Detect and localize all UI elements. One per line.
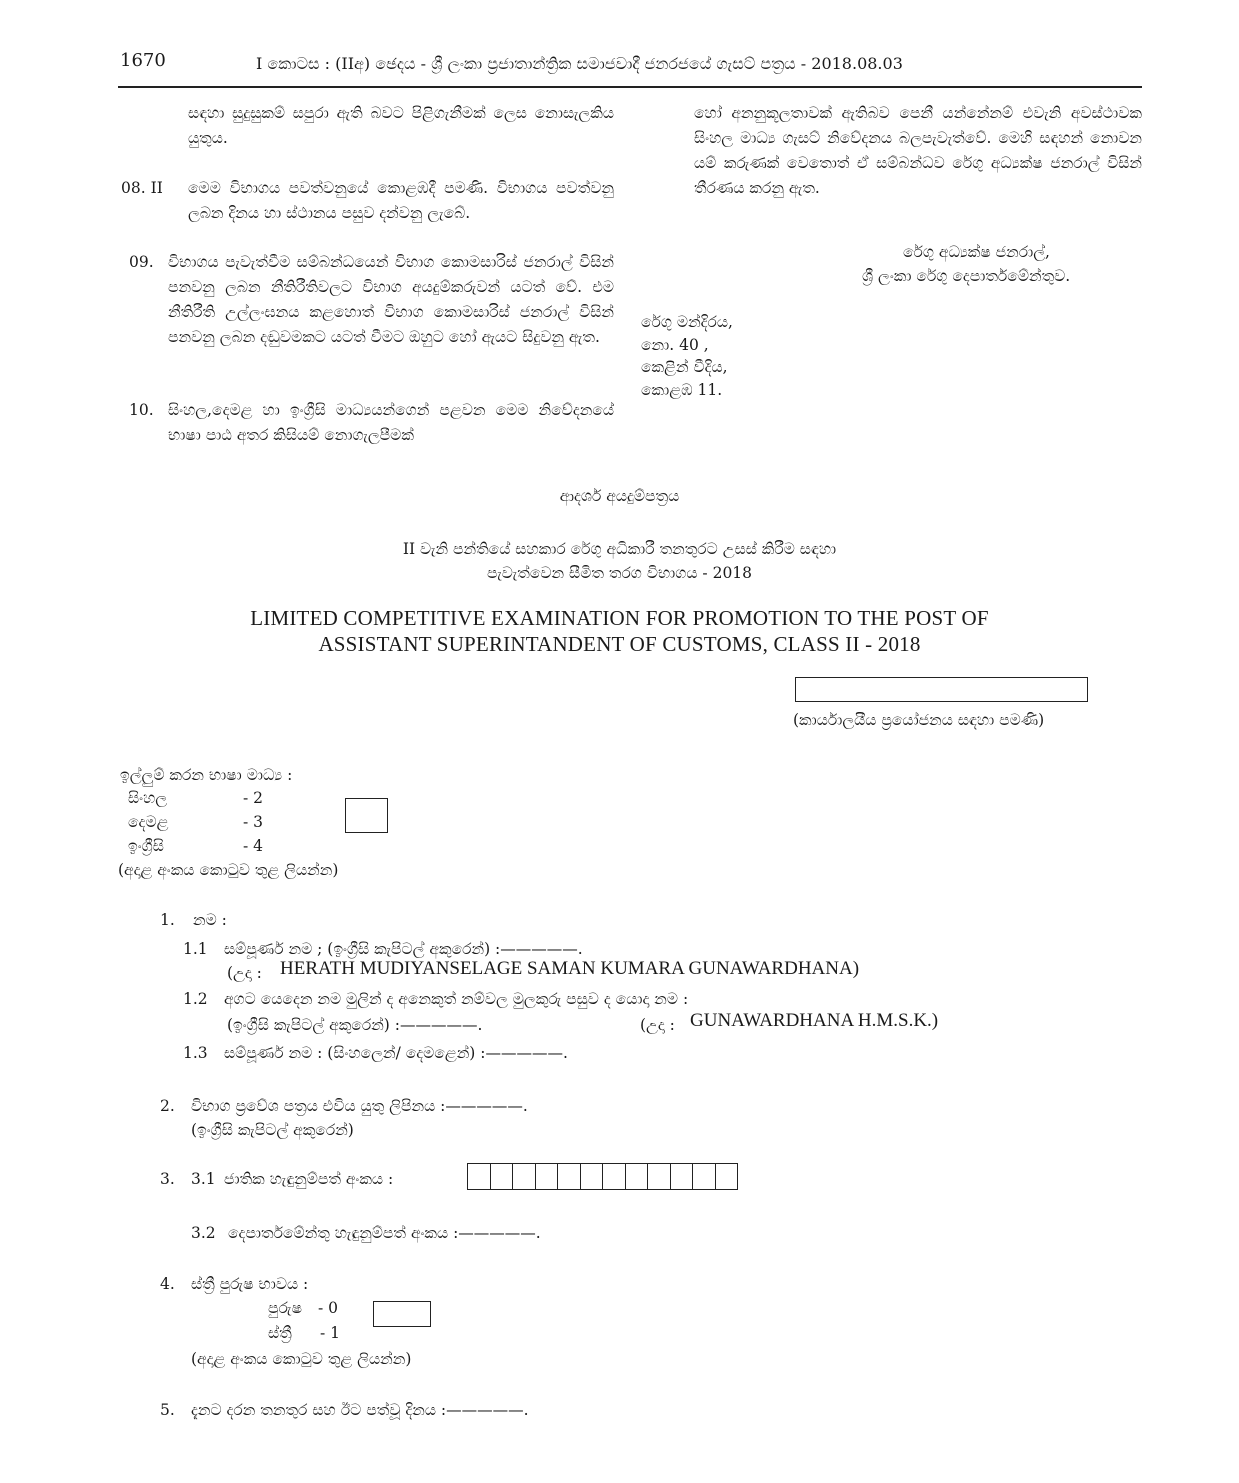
nic-digit-box[interactable] (603, 1164, 626, 1189)
medium-english: ඉංග්‍රීසි (128, 837, 164, 855)
right-column-text: හෝ අනනුකූලතාවක් ඇතිබව පෙනී යන්නේනම් එවැනි අවස්ථාවක සිංහල මාධ්‍ය ගැසට් නිවේදනය බලපැවැත්වේ. මෙහි සඳහන් නොවන යම් කරුණක් වෙතොත් ඒ සම්බන්ධව රේගු අධ්‍යක්ෂ ජනරාල් විසින් තීරණය කරනු ඇත. (694, 104, 1142, 197)
nic-digit-box[interactable] (626, 1164, 649, 1189)
q1-3-label: සම්පූර්ණ නම : (සිංහලෙන්/ දෙමළෙන්) :—————. (224, 1044, 568, 1062)
office-use-box[interactable] (795, 677, 1088, 702)
nic-digit-box[interactable] (536, 1164, 559, 1189)
q1-1-label: සම්පූර්ණ නම ; (ඉංග්‍රීසි කැපිටල් අකුරෙන්) :—————. (224, 940, 583, 958)
q5-label: දැනට දරන තනතුර සහ ඊට පත්වූ දිනය :—————. (191, 1401, 529, 1419)
continued-paragraph: සඳහා සුදුසුකම් සපුරා ඇති බවට පිළිගැනීමක් ලෙස නොසැලකිය යුතුය. (188, 104, 614, 147)
gender-female: ස්ත්‍රී (268, 1324, 292, 1342)
q1-number: 1. (160, 911, 175, 929)
item-08-text: මෙම විභාගය පවත්වනුයේ කොළඹදී පමණි. විභාගය පවත්වනු ලබන දිනය හා ස්ථානය පසුව දන්වනු ලැබේ. (188, 179, 614, 222)
page-number: 1670 (120, 50, 166, 71)
q3-2-label: දෙපාර්තමේන්තු හැඳුනුම්පත් අංකය :—————. (228, 1224, 541, 1242)
gazette-header: I කොටස : (IIඅ) ඡෙදය - ශ්‍රී ලංකා ප්‍රජාතාන්ත්‍රික සමාජවාදී ජනරජයේ ගැසට් පත්‍රය - 2018.08.03 (256, 54, 903, 73)
nic-digit-box[interactable] (558, 1164, 581, 1189)
q2-label: විභාග ප්‍රවේශ පත්‍රය එවිය යුතු ලිපිනය :—————. (191, 1097, 528, 1115)
q3-2-number: 3.2 (191, 1224, 216, 1242)
signature-title: රේගු අධ්‍යක්ෂ ජනරාල්, (903, 243, 1050, 261)
sinhala-title-line-2: පැවැත්වෙන සීමිත තරග විභාගය - 2018 (486, 564, 753, 582)
q4-number: 4. (160, 1275, 175, 1293)
q1-2-label: අගට යෙදෙන නම මුලින් ද අනෙකුත් නම්වල මුලකුරු පසුව ද යොදා නම : (224, 990, 689, 1008)
nic-digit-box[interactable] (693, 1164, 716, 1189)
office-use-label: (කාර්යාලයීය ප්‍රයෝජනය සඳහා පමණි) (793, 711, 1045, 729)
signature-department: ශ්‍රී ලංකා රේගු දෙපාර්තමේන්තුව. (862, 267, 1071, 285)
q3-number: 3. (160, 1170, 175, 1188)
english-title-line-1: LIMITED COMPETITIVE EXAMINATION FOR PROMOTION TO THE POST OF (250, 606, 989, 630)
model-application-label: ආදර්ශ අයදුම්පත්‍රය (559, 487, 680, 505)
item-09-number: 09. (129, 253, 154, 271)
gender-male: පුරුෂ (268, 1299, 302, 1317)
medium-sinhala-code: - 2 (243, 789, 264, 807)
address-line-2: නො. 40 , (641, 336, 709, 354)
medium-label: ඉල්ලුම් කරන භාෂා මාධ්‍ය : (120, 766, 293, 784)
header-rule (118, 86, 1142, 88)
medium-tamil-code: - 3 (243, 813, 264, 831)
item-08-number: 08. II (121, 179, 163, 197)
address-line-4: කොළඹ 11. (641, 381, 723, 399)
nic-digit-box[interactable] (648, 1164, 671, 1189)
medium-note: (අදාළ අංකය කොටුව තුළ ලියන්න) (118, 861, 339, 879)
gender-note: (අදාළ අංකය කොටුව තුළ ලියන්න) (191, 1350, 412, 1368)
nic-number-boxes[interactable] (467, 1163, 738, 1190)
q1-3-number: 1.3 (183, 1044, 208, 1062)
q1-1-number: 1.1 (183, 940, 208, 958)
q1-2-number: 1.2 (183, 990, 208, 1008)
q2-number: 2. (160, 1097, 175, 1115)
address-line-3: කෙළින් වීදිය, (641, 358, 728, 376)
medium-english-code: - 4 (243, 837, 264, 855)
nic-digit-box[interactable] (671, 1164, 694, 1189)
nic-digit-box[interactable] (468, 1164, 491, 1189)
gender-input-box[interactable] (373, 1301, 431, 1327)
item-09-text: විභාගය පැවැත්වීම සම්බන්ධයෙන් විභාග කොමසාරිස් ජනරාල් විසින් පනවනු ලබන නීතිරීතිවලට විභාග අයදුම්කරුවන් යටත් වේ. එම නීතිරීති උල්ලංඝනය කළහොත් විභාග කොමසාරිස් ජනරාල් විසින් පනවනු ලබන දඬුවමකට යටත් වීමට ඔහුට හෝ ඇයට සිදුවනු ඇත. (168, 253, 614, 346)
q5-number: 5. (160, 1401, 175, 1419)
sinhala-title-line-1: II වැනි පන්තියේ සහකාර රේගු අධිකාරී තනතුරට උසස් කිරීම සඳහා (402, 540, 837, 558)
q1-label: නම : (193, 911, 227, 929)
q1-2-example-prefix: (උදා : (640, 1016, 675, 1034)
nic-digit-box[interactable] (581, 1164, 604, 1189)
medium-tamil: දෙමළ (128, 813, 169, 831)
q2-sub: (ඉංග්‍රීසි කැපිටල් අකුරෙන්) (191, 1121, 354, 1139)
address-line-1: රේගු මන්දිරය, (641, 313, 733, 331)
q3-1-number: 3.1 (191, 1170, 216, 1188)
english-title-line-2: ASSISTANT SUPERINTANDENT OF CUSTOMS, CLASS II - 2018 (318, 632, 921, 656)
q1-1-example-prefix: (උදා : (227, 964, 262, 982)
gender-female-code: - 1 (320, 1324, 341, 1342)
medium-input-box[interactable] (345, 798, 388, 833)
nic-digit-box[interactable] (491, 1164, 514, 1189)
item-10-number: 10. (129, 401, 154, 419)
nic-digit-box[interactable] (716, 1164, 738, 1189)
nic-digit-box[interactable] (513, 1164, 536, 1189)
q1-1-example: HERATH MUDIYANSELAGE SAMAN KUMARA GUNAWARDHANA) (280, 958, 860, 979)
q1-2-sub: (ඉංග්‍රීසි කැපිටල් අකුරෙන්) :—————. (227, 1016, 483, 1034)
item-10-text: සිංහල,දෙමළ හා ඉංග්‍රීසි මාධ්‍යයන්ගෙන් පළවන මෙම නිවේදනයේ භාෂා පාඨ අතර කිසියම් නොගැලපීමක් (168, 401, 614, 444)
q3-1-label: ජාතික හැඳුනුම්පත් අංකය : (224, 1170, 394, 1188)
medium-sinhala: සිංහල (128, 789, 168, 807)
q1-2-example: GUNAWARDHANA H.M.S.K.) (690, 1010, 939, 1031)
q4-label: ස්ත්‍රී පුරුෂ භාවය : (191, 1275, 309, 1293)
gender-male-code: - 0 (318, 1299, 339, 1317)
